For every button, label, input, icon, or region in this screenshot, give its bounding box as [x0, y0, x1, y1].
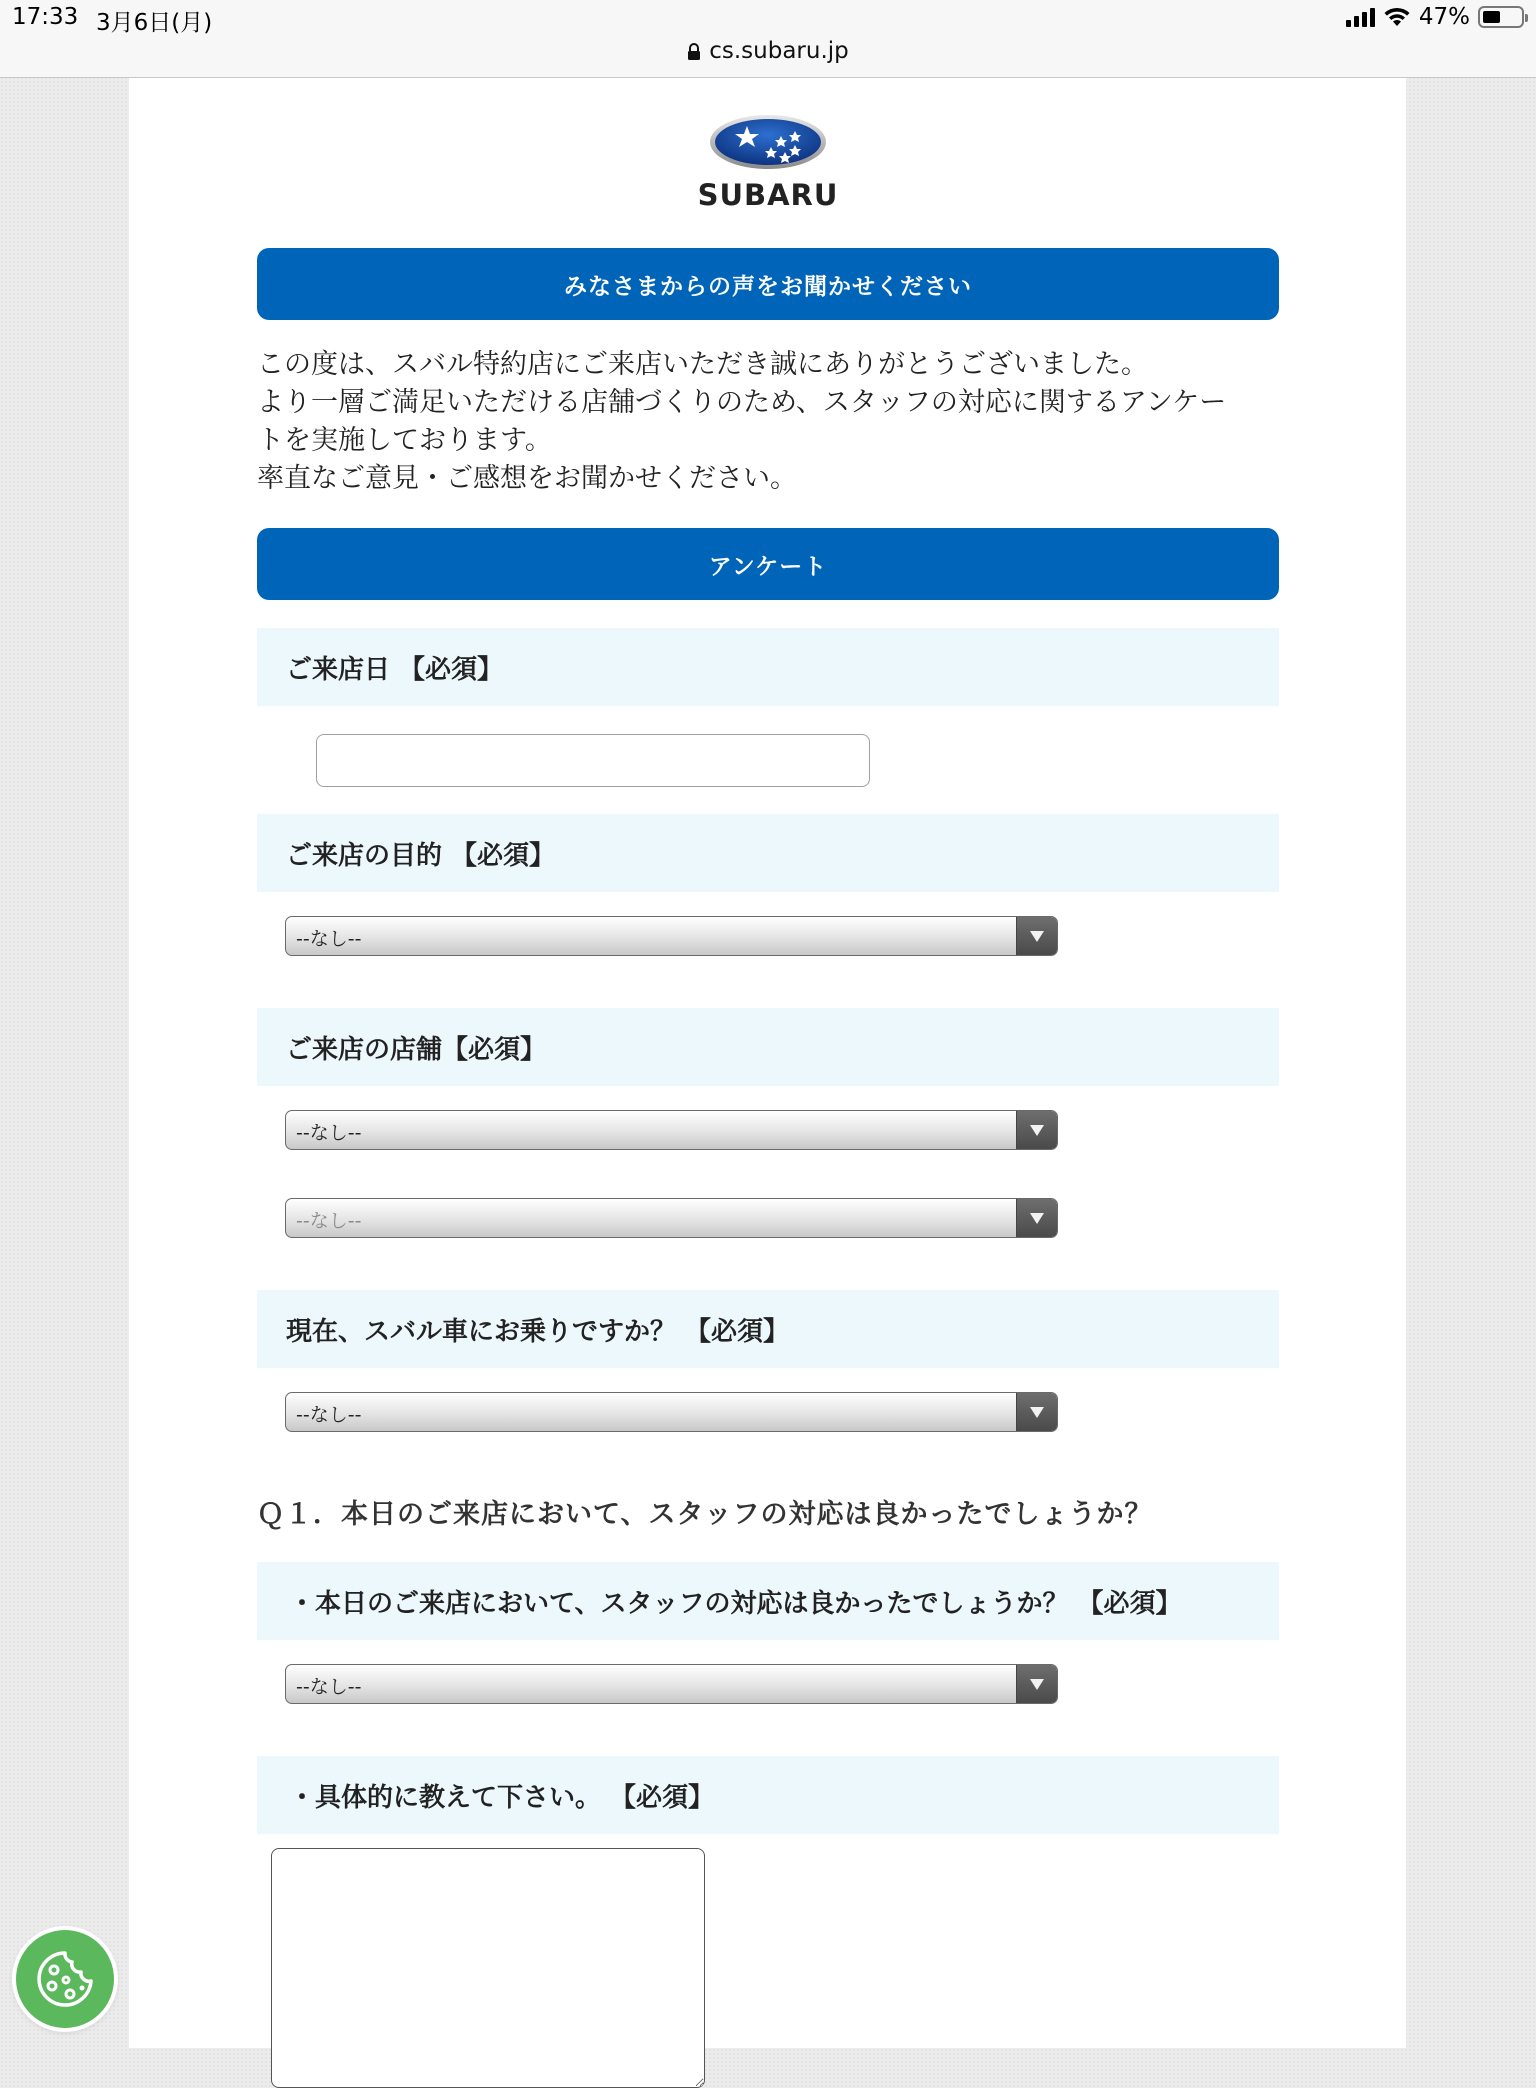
intro-line-1: この度は、スバル特約店にご来店いただき誠にありがとうございました。	[257, 349, 1148, 380]
visit-purpose-selected: --なし--	[296, 928, 362, 950]
cookie-icon	[34, 1948, 96, 2010]
chevron-down-icon	[1016, 1199, 1057, 1237]
chevron-down-icon	[1016, 1111, 1057, 1149]
subaru-owner-selected: --なし--	[296, 1404, 362, 1426]
status-bar	[0, 0, 1536, 78]
visit-date-input[interactable]	[316, 734, 870, 787]
intro-text	[257, 346, 1287, 498]
visit-store-area-selected: --なし--	[296, 1122, 362, 1144]
visit-purpose-label: ご来店の目的 【必須】	[257, 814, 1279, 892]
q1-title: Ｑ１．本日のご来店において、スタッフの対応は良かったでしょうか？	[257, 1499, 1153, 1530]
chevron-down-icon	[1016, 917, 1057, 955]
q1-sub-label: ・本日のご来店において、スタッフの対応は良かったでしょうか？ 【必須】	[257, 1562, 1279, 1640]
intro-line-2: より一層ご満足いただける店舗づくりのため、スタッフの対応に関するアンケー	[257, 387, 1227, 418]
visit-store-label: ご来店の店舗【必須】	[257, 1008, 1279, 1086]
url-text: cs.subaru.jp	[709, 38, 849, 64]
subaru-logo	[695, 114, 841, 212]
subaru-wordmark: SUBARU	[697, 178, 839, 212]
visit-date-label: ご来店日 【必須】	[257, 628, 1279, 706]
chevron-down-icon	[1016, 1665, 1057, 1703]
subaru-emblem-icon	[709, 114, 827, 170]
subaru-owner-select[interactable]	[285, 1392, 1058, 1432]
q1-detail-textarea[interactable]	[271, 1848, 705, 2088]
lock-icon	[687, 43, 701, 61]
battery-percent: 47%	[1418, 4, 1470, 30]
intro-line-3: トを実施しております。	[257, 425, 552, 456]
survey-page	[129, 78, 1406, 2048]
status-date: 3月6日(月)	[96, 10, 213, 36]
cookie-settings-button[interactable]	[16, 1930, 114, 2028]
subaru-owner-label: 現在、スバル車にお乗りですか？ 【必須】	[257, 1290, 1279, 1368]
wifi-icon	[1383, 6, 1411, 28]
visit-store-select[interactable]	[285, 1198, 1058, 1238]
intro-line-4: 率直なご意見・ご感想をお聞かせください。	[257, 463, 797, 494]
q1-select[interactable]	[285, 1664, 1058, 1704]
survey-banner: アンケート	[257, 528, 1279, 600]
visit-store-area-select[interactable]	[285, 1110, 1058, 1150]
chevron-down-icon	[1016, 1393, 1057, 1431]
status-indicators	[1346, 4, 1524, 30]
q1-selected: --なし--	[296, 1676, 362, 1698]
status-time: 17:33	[12, 4, 79, 30]
visit-purpose-select[interactable]	[285, 916, 1058, 956]
address-bar[interactable]	[0, 38, 1536, 64]
battery-icon	[1478, 6, 1524, 28]
header-banner: みなさまからの声をお聞かせください	[257, 248, 1279, 320]
visit-store-selected: --なし--	[296, 1210, 362, 1232]
cellular-signal-icon	[1346, 7, 1375, 27]
q1-detail-label: ・具体的に教えて下さい。 【必須】	[257, 1756, 1279, 1834]
